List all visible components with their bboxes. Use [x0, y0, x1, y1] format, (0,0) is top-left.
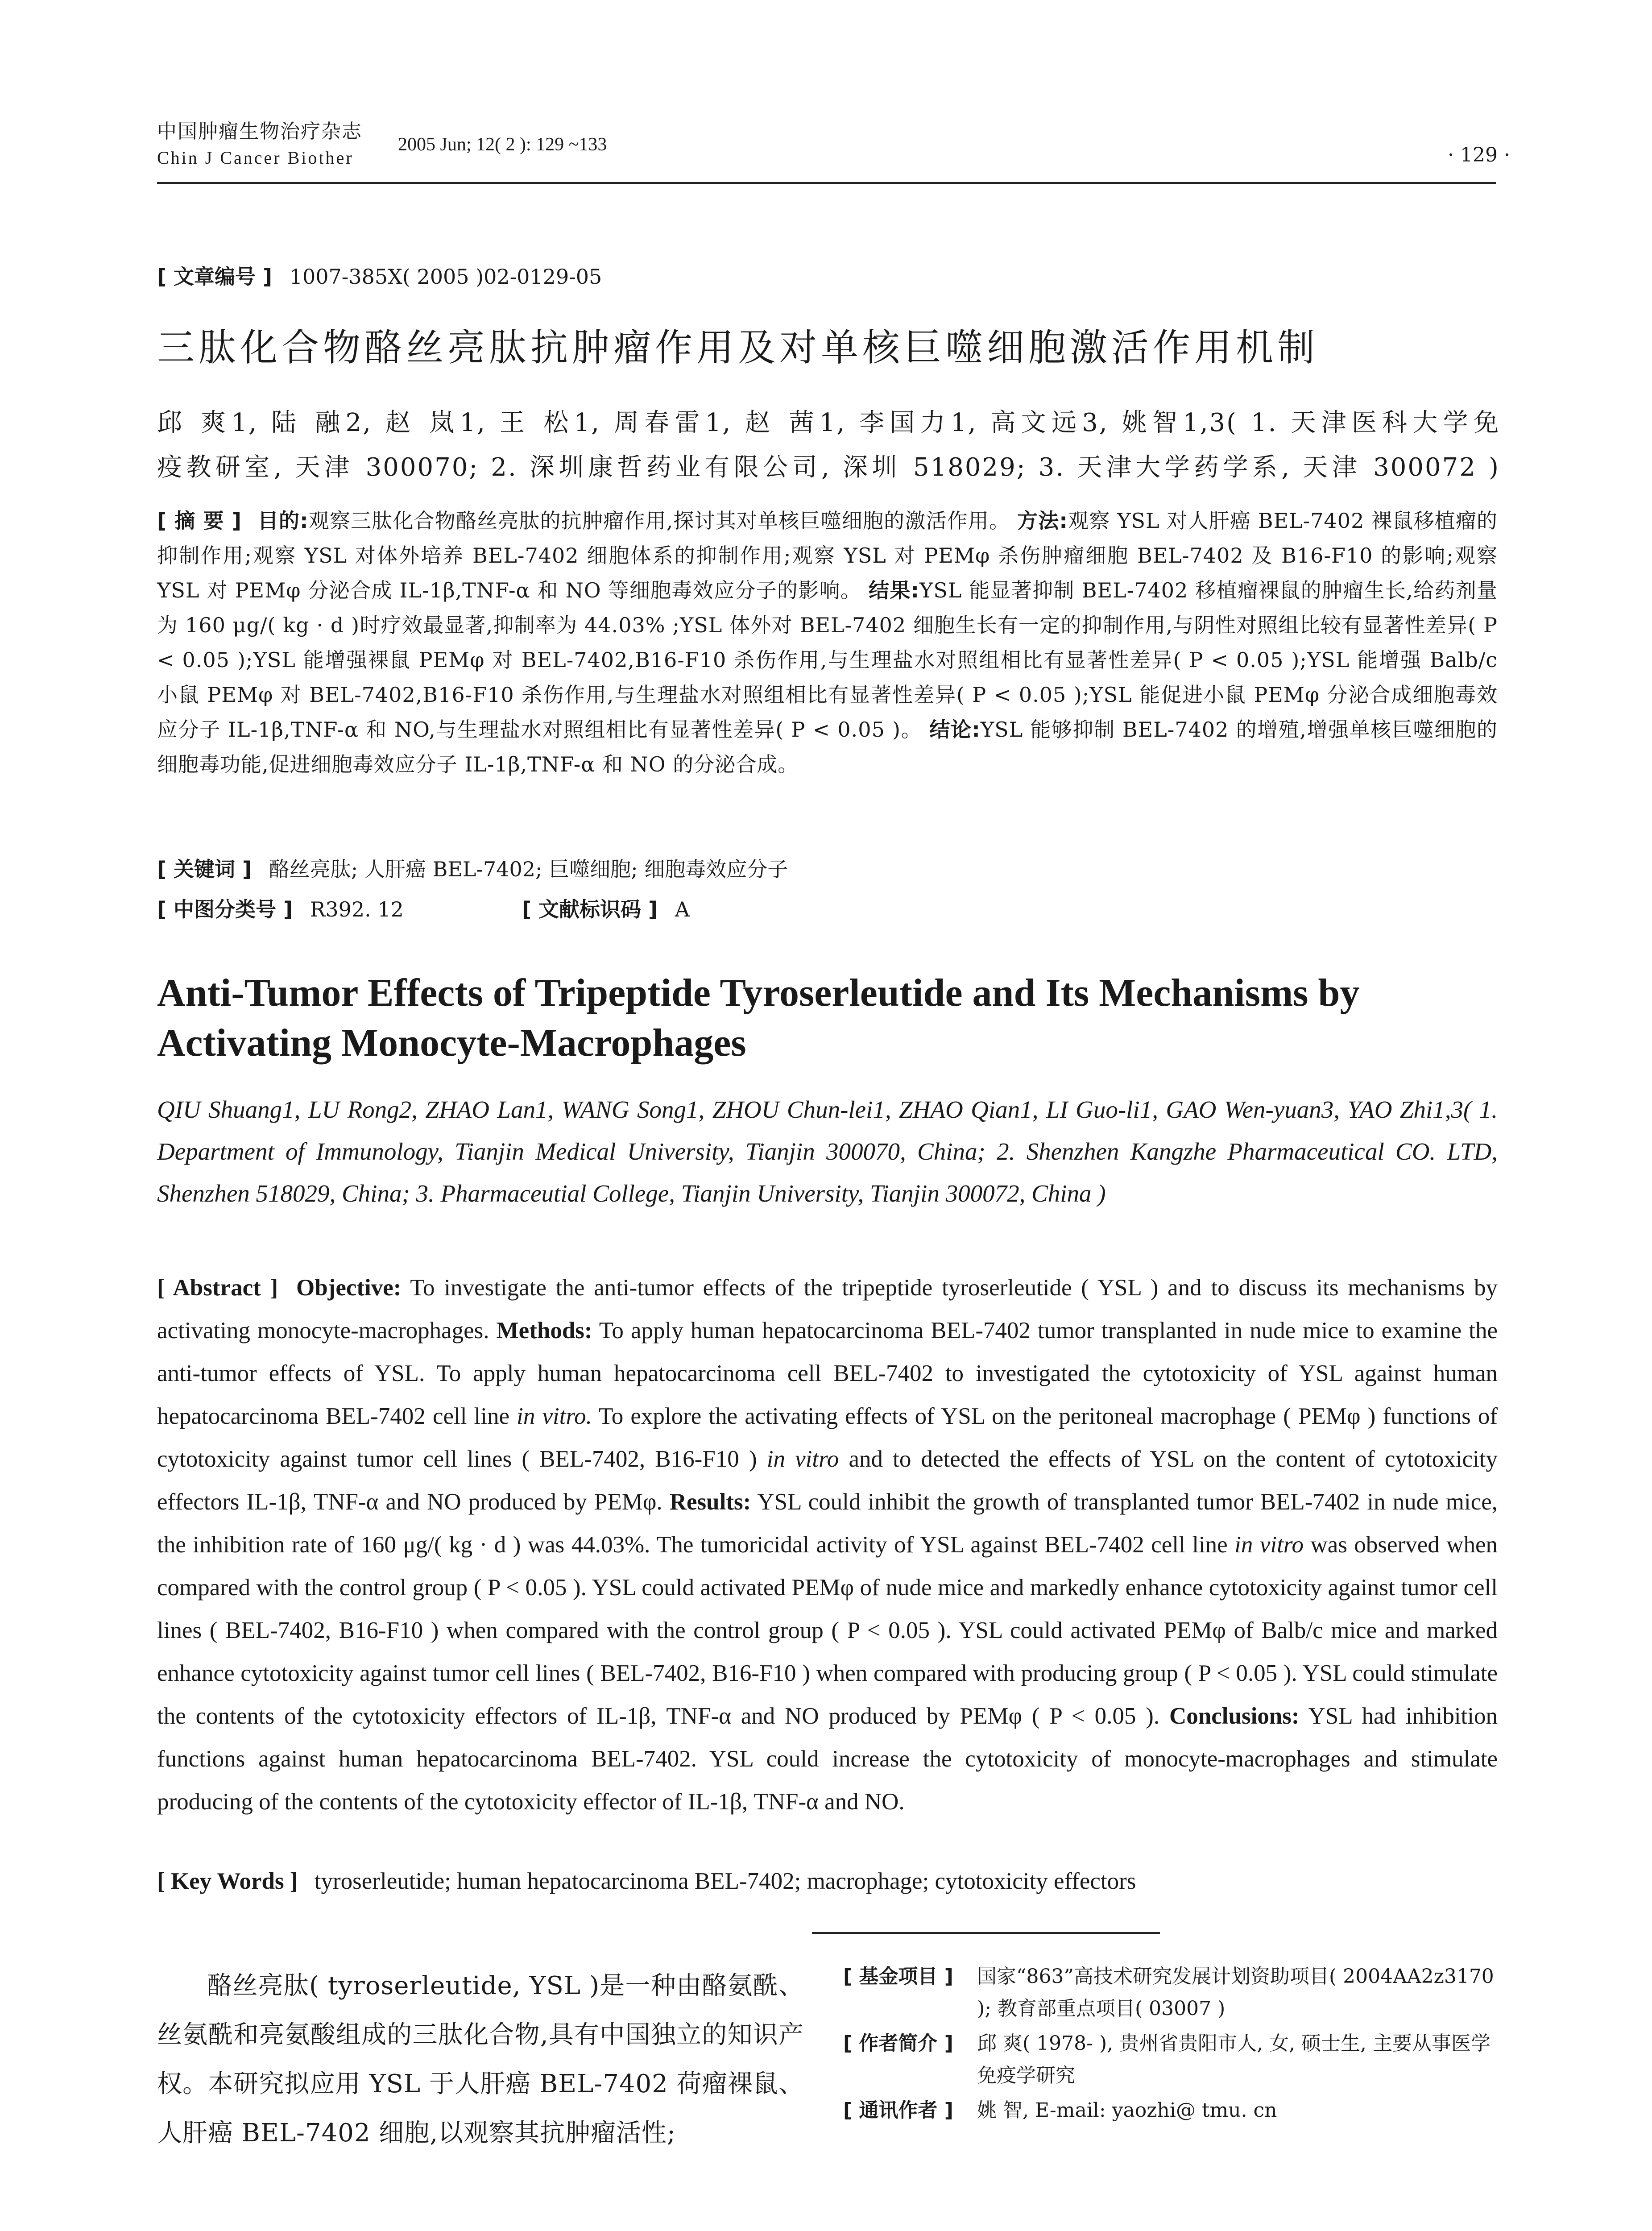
authors-en: QIU Shuang1, LU Rong2, ZHAO Lan1, WANG Song1, ZHOU Chun-lei1, ZHAO Qian1, LI Guo-li1, GAO Wen-yuan3, YAO Zhi1,3( 1. Department of Immunology, Tianjin Medical University, Tianjin 300070, China; 2. Shenzhen Kangzhe Pharmaceutical CO. LTD, Shenzhen 518029, China; 3. Pharmaceutial College, Tianjin University, Tianjin 300072, China ): [157, 1096, 1498, 1207]
results-cn-label: 结果:: [869, 578, 920, 602]
keywords-cn-value: 酪丝亮肽; 人肝癌 BEL-7402; 巨噬细胞; 细胞毒效应分子: [269, 857, 788, 881]
footnote-rule: [812, 1932, 1160, 1934]
document-code: [522, 893, 690, 923]
keywords-en: [157, 1868, 1498, 1895]
document-code-value: A: [675, 897, 690, 921]
abstract-cn-label: [ 摘 要 ]: [157, 509, 242, 533]
volume-info: 2005 Jun; 12( 2 ): 129 ~133: [398, 134, 607, 155]
footnote-corresponding: [843, 2094, 1499, 2127]
footnote-author-bio-text: 邱 爽( 1978- ), 贵州省贵阳市人, 女, 硕士生, 主要从事医学免疫学研究: [977, 2032, 1491, 2087]
results-en-label: Results:: [669, 1489, 751, 1515]
page-number: · 129 ·: [1448, 144, 1510, 166]
journal-name-cn: 中国肿瘤生物治疗杂志: [157, 120, 362, 143]
abstract-en-label: [ Abstract ]: [157, 1275, 278, 1301]
footnote-corresponding-label: [ 通讯作者 ]: [843, 2099, 953, 2122]
objective-en-text: To investigate the anti-tumor effects of the tripeptide tyroserleutide ( YSL ) and to discuss its mechanisms by activating monocyte-macrophages.: [157, 1275, 1498, 1344]
objective-cn-text: 观察三肽化合物酪丝亮肽的抗肿瘤作用,探讨其对单核巨噬细胞的激活作用。: [308, 509, 1010, 533]
keywords-en-label: [ Key Words ]: [157, 1868, 298, 1894]
results-cn-text: YSL 能显著抑制 BEL-7402 移植瘤裸鼠的肿瘤生长,给药剂量为 160 μg/( kg · d )时疗效最显著,抑制率为 44.03% ;YSL 体外对 BEL-7402 细胞生长有一定的抑制作用,与阴性对照组比较有显著性差异( P < 0.05 );YSL 能增强裸鼠 PEMφ 对 BEL-7402,B16-F10 杀伤作用,与生理盐水对照组相比有显著性差异( P < 0.05 );YSL 能增强 Balb/c 小鼠 PEMφ 对 BEL-7402,B16-F10 杀伤作用,与生理盐水对照组相比有显著性差异( P < 0.05 );YSL 能促进小鼠 PEMφ 分泌合成细胞毒效应分子 IL-1β,TNF-α 和 NO,与生理盐水对照组相比有显著性差异( P < 0.05 )。: [157, 578, 1498, 742]
clc-label: [ 中图分类号 ]: [157, 897, 293, 921]
methods-en-text-b: To explore the activating effects of YSL on the peritoneal macrophage ( PEMφ ) functions of cytotoxicity against tumor cell lines ( BEL-7402, B16-F10 ): [157, 1403, 1498, 1472]
body-paragraph: 酪丝亮肽( tyroserleutide, YSL )是一种由酪氨酰、丝氨酰和亮氨酸组成的三肽化合物,具有中国独立的知识产权。本研究拟应用 YSL 于人肝癌 BEL-7402 荷瘤裸鼠、人肝癌 BEL-7402 细胞,以观察其抗肿瘤活性;: [157, 1971, 804, 2148]
footnote-author-bio: [843, 2028, 1499, 2092]
methods-cn-text: 观察 YSL 对人肝癌 BEL-7402 裸鼠移植瘤的抑制作用;观察 YSL 对体外培养 BEL-7402 细胞体系的抑制作用;观察 YSL 对 PEMφ 杀伤肿瘤细胞 BEL-7402 及 B16-F10 的影响;观察 YSL 对 PEMφ 分泌合成 IL-1β,TNF-α 和 NO 等细胞毒效应分子的影响。: [157, 509, 1498, 602]
methods-en-text-a: To apply human hepatocarcinoma BEL-7402 tumor transplanted in nude mice to examine the anti-tumor effects of YSL. To apply human hepatocarcinoma cell BEL-7402 to investigated the cytotoxicity of YSL against human hepatocarcinoma BEL-7402 cell line: [157, 1318, 1498, 1429]
footnotes: [843, 1961, 1499, 2129]
authors-cn-line2: 疫教研室, 天津 300070; 2. 深圳康哲药业有限公司, 深圳 518029; 3. 天津大学药学系, 天津 300072 ): [157, 453, 1500, 482]
in-vitro-2: in vitro: [766, 1446, 839, 1472]
footnote-corresponding-text: 姚 智, E-mail: yaozhi@ tmu. cn: [977, 2099, 1277, 2122]
methods-en-label: Methods:: [496, 1318, 592, 1344]
results-en-text-b: was observed when compared with the control group ( P < 0.05 ). YSL could activated PEMφ of nude mice and markedly enhance cytotoxicity against tumor cell lines ( BEL-7402, B16-F10 ) when compared with the control group ( P < 0.05 ). YSL could activated PEMφ of Balb/c mice and marked enhance cytotoxicity against tumor cell lines ( BEL-7402, B16-F10 ) when compared with producing group ( P < 0.05 ). YSL could stimulate the contents of the cytotoxicity effectors of IL-1β, TNF-α and NO produced by PEMφ ( P < 0.05 ).: [157, 1532, 1498, 1729]
footnote-funding: [843, 1961, 1499, 2025]
footnote-funding-text: 国家“863”高技术研究发展计划资助项目( 2004AA2z3170 ); 教育部重点项目( 03007 ): [977, 1965, 1494, 2020]
in-vitro-1: in vitro.: [517, 1403, 592, 1429]
authors-cn: [157, 401, 1500, 490]
objective-cn-label: 目的:: [257, 509, 309, 533]
conclusions-en-label: Conclusions:: [1169, 1703, 1300, 1729]
article-number: [157, 261, 602, 290]
title-cn: 三肽化合物酪丝亮肽抗肿瘤作用及对单核巨噬细胞激活作用机制: [157, 326, 1319, 369]
clc-value: R392. 12: [310, 897, 404, 921]
clc-number: [157, 893, 404, 923]
conclusion-cn-label: 结论:: [929, 717, 981, 742]
conclusion-cn-text: YSL 能够抑制 BEL-7402 的增殖,增强单核巨噬细胞的细胞毒功能,促进细胞毒效应分子 IL-1β,TNF-α 和 NO 的分泌合成。: [157, 717, 1498, 776]
methods-cn-label: 方法:: [1017, 509, 1068, 533]
article-number-label: [ 文章编号 ]: [157, 265, 273, 289]
objective-en-label: Objective:: [296, 1275, 402, 1301]
header-rule: [157, 182, 1496, 184]
footnote-funding-label: [ 基金项目 ]: [843, 1965, 953, 1988]
keywords-en-value: tyroserleutide; human hepatocarcinoma BEL-7402; macrophage; cytotoxicity effectors: [314, 1868, 1136, 1894]
in-vitro-3: in vitro: [1234, 1532, 1304, 1558]
authors-cn-line1: 邱 爽1, 陆 融2, 赵 岚1, 王 松1, 周春雷1, 赵 茜1, 李国力1, 高文远3, 姚智1,3( 1. 天津医科大学免: [157, 408, 1500, 437]
keywords-cn-label: [ 关键词 ]: [157, 857, 252, 881]
methods-en-text-c: and to detected the effects of YSL on the content of cytotoxicity effectors IL-1β, TNF-α and NO produced by PEMφ.: [157, 1446, 1498, 1515]
abstract-cn: [157, 503, 1498, 782]
keywords-cn: [157, 853, 1498, 883]
body-column-left: [157, 1961, 804, 2158]
footnote-author-bio-label: [ 作者简介 ]: [843, 2032, 953, 2055]
article-number-value: 1007-385X( 2005 )02-0129-05: [289, 265, 602, 289]
document-code-label: [ 文献标识码 ]: [522, 897, 658, 921]
abstract-en: [157, 1266, 1498, 1823]
title-en: Anti-Tumor Effects of Tripeptide Tyroserleutide and Its Mechanisms by Activating Monocyte-Macrophages: [157, 971, 1360, 1065]
results-en-text-a: YSL could inhibit the growth of transplanted tumor BEL-7402 in nude mice, the inhibition rate of 160 μg/( kg · d ) was 44.03%. The tumoricidal activity of YSL against BEL-7402 cell line: [157, 1489, 1498, 1558]
journal-name-en: Chin J Cancer Biother: [157, 148, 354, 168]
conclusions-en-text: YSL had inhibition functions against human hepatocarcinoma BEL-7402. YSL could increase the cytotoxicity of monocyte-macrophages and stimulate producing of the contents of the cytotoxicity effector of IL-1β, TNF-α and NO.: [157, 1703, 1498, 1815]
